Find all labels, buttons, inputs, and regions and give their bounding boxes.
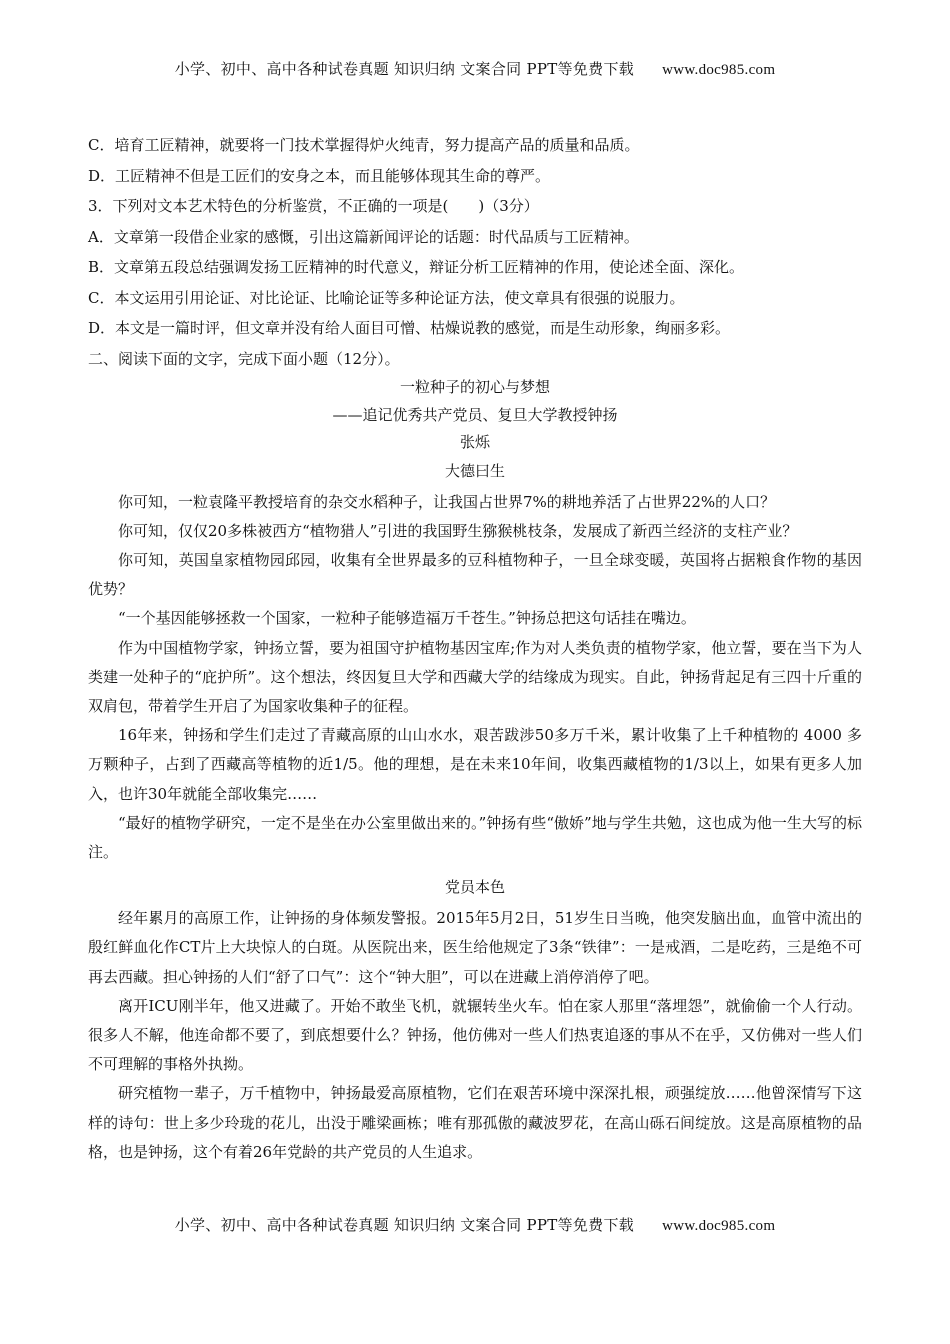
footer-site: www.doc985.com [662, 1218, 776, 1234]
page-header [0, 58, 950, 79]
paragraph: 经年累月的高原工作，让钟扬的身体频发警报。2015年5月2日，51岁生日当晚，他突发脑出血，血管中流出的殷红鲜血化作CT片上大块惊人的白斑。从医院出来，医生给他规定了3条“铁律”：一是戒酒，二是吃药，三是绝不可再去西藏。担心钟扬的人们“舒了口气”：这个“钟大胆”，可以在进藏上消停消停了吧。 [88, 909, 862, 986]
q3-option-a: A．文章第一段借企业家的感慨，引出这篇新闻评论的话题：时代品质与工匠精神。 [88, 227, 639, 246]
paragraph: 你可知，一粒袁隆平教授培育的杂交水稻种子，让我国占世界7%的耕地养活了占世界22%的人口？ [118, 492, 776, 511]
article-title: 一粒种子的初心与梦想 [399, 378, 550, 396]
q3-option-b: B．文章第五段总结强调发扬工匠精神的时代意义，辩证分析工匠精神的作用，使论述全面、深化。 [88, 258, 745, 276]
article-subtitle: ——追记优秀共产党员、复旦大学教授钟扬 [332, 405, 618, 424]
paragraph: 16年来，钟扬和学生们走过了青藏高原的山山水水，艰苦跋涉50多万千米，累计收集了上千种植物的 4000 多万颗种子，占到了西藏高等植物的近1/5。他的理想，是在未来10年间，收集西藏植物的1/3以上，如果有更多人加入，也许30年就能全部收集完…… [88, 726, 862, 803]
page-footer [0, 1214, 950, 1235]
document-body [88, 130, 862, 1167]
q2-option-c: C．培育工匠精神，就要将一门技术掌握得炉火纯青，努力提高产品的质量和品质。 [88, 136, 640, 154]
paragraph: 你可知，英国皇家植物园邱园，收集有全世界最多的豆科植物种子，一旦全球变暖，英国将占据粮食作物的基因优势？ [88, 550, 862, 599]
header-text: 小学、初中、高中各种试卷真题 知识归纳 文案合同 PPT等免费下载 [174, 60, 635, 78]
part2-heading: 党员本色 [444, 878, 505, 897]
paragraph: “一个基因能够拯救一个国家，一粒种子能够造福万千苍生。”钟扬总把这句话挂在嘴边。 [118, 609, 696, 628]
paragraph: 离开ICU刚半年，他又进藏了。开始不敢坐飞机，就辗转坐火车。怕在家人那里“落埋怨”，就偷偷一个人行动。很多人不解，他连命都不要了，到底想要什么？钟扬，他仿佛对一些人们热衷追逐的事从不在乎，又仿佛对一些人们不可理解的事格外执拗。 [88, 996, 862, 1074]
paragraph: 研究植物一辈子，万千植物中，钟扬最爱高原植物，它们在艰苦环境中深深扎根，顽强绽放……他曾深情写下这样的诗句：世上多少玲珑的花儿，出没于雕梁画栋；唯有那孤傲的藏波罗花，在高山砾石间绽放。这是高原植物的品格，也是钟扬，这个有着26年党龄的共产党员的人生追求。 [88, 1084, 862, 1161]
q2-option-d: D．工匠精神不但是工匠们的安身之本，而且能够体现其生命的尊严。 [88, 166, 551, 185]
paragraph: 作为中国植物学家，钟扬立誓，要为祖国守护植物基因宝库;作为对人类负责的植物学家，他立誓，要在当下为人类建一处种子的“庇护所”。这个想法，终因复旦大学和西藏大学的结缘成为现实。自此，钟扬背起足有三四十斤重的双肩包，带着学生开启了为国家收集种子的征程。 [88, 638, 862, 715]
q3-stem: 3．下列对文本艺术特色的分析鉴赏，不正确的一项是( )（3分） [88, 197, 539, 215]
section-2-title: 二、阅读下面的文字，完成下面小题（12分）。 [88, 349, 400, 368]
footer-text: 小学、初中、高中各种试卷真题 知识归纳 文案合同 PPT等免费下载 [174, 1216, 635, 1234]
paragraph: 你可知，仅仅20多株被西方“植物猎人”引进的我国野生猕猴桃枝条，发展成了新西兰经济的支柱产业？ [118, 521, 798, 540]
article-author: 张烁 [459, 433, 490, 451]
q3-option-c: C．本文运用引用论证、对比论证、比喻论证等多种论证方法，使文章具有很强的说服力。 [88, 288, 685, 307]
header-site: www.doc985.com [662, 62, 776, 78]
q3-option-d: D．本文是一篇时评，但文章并没有给人面目可憎、枯燥说教的感觉，而是生动形象，绚丽多彩。 [88, 319, 731, 337]
part1-heading: 大德曰生 [444, 461, 505, 480]
paragraph: “最好的植物学研究，一定不是坐在办公室里做出来的。”钟扬有些“傲娇”地与学生共勉，这也成为他一生大写的标注。 [88, 813, 862, 861]
